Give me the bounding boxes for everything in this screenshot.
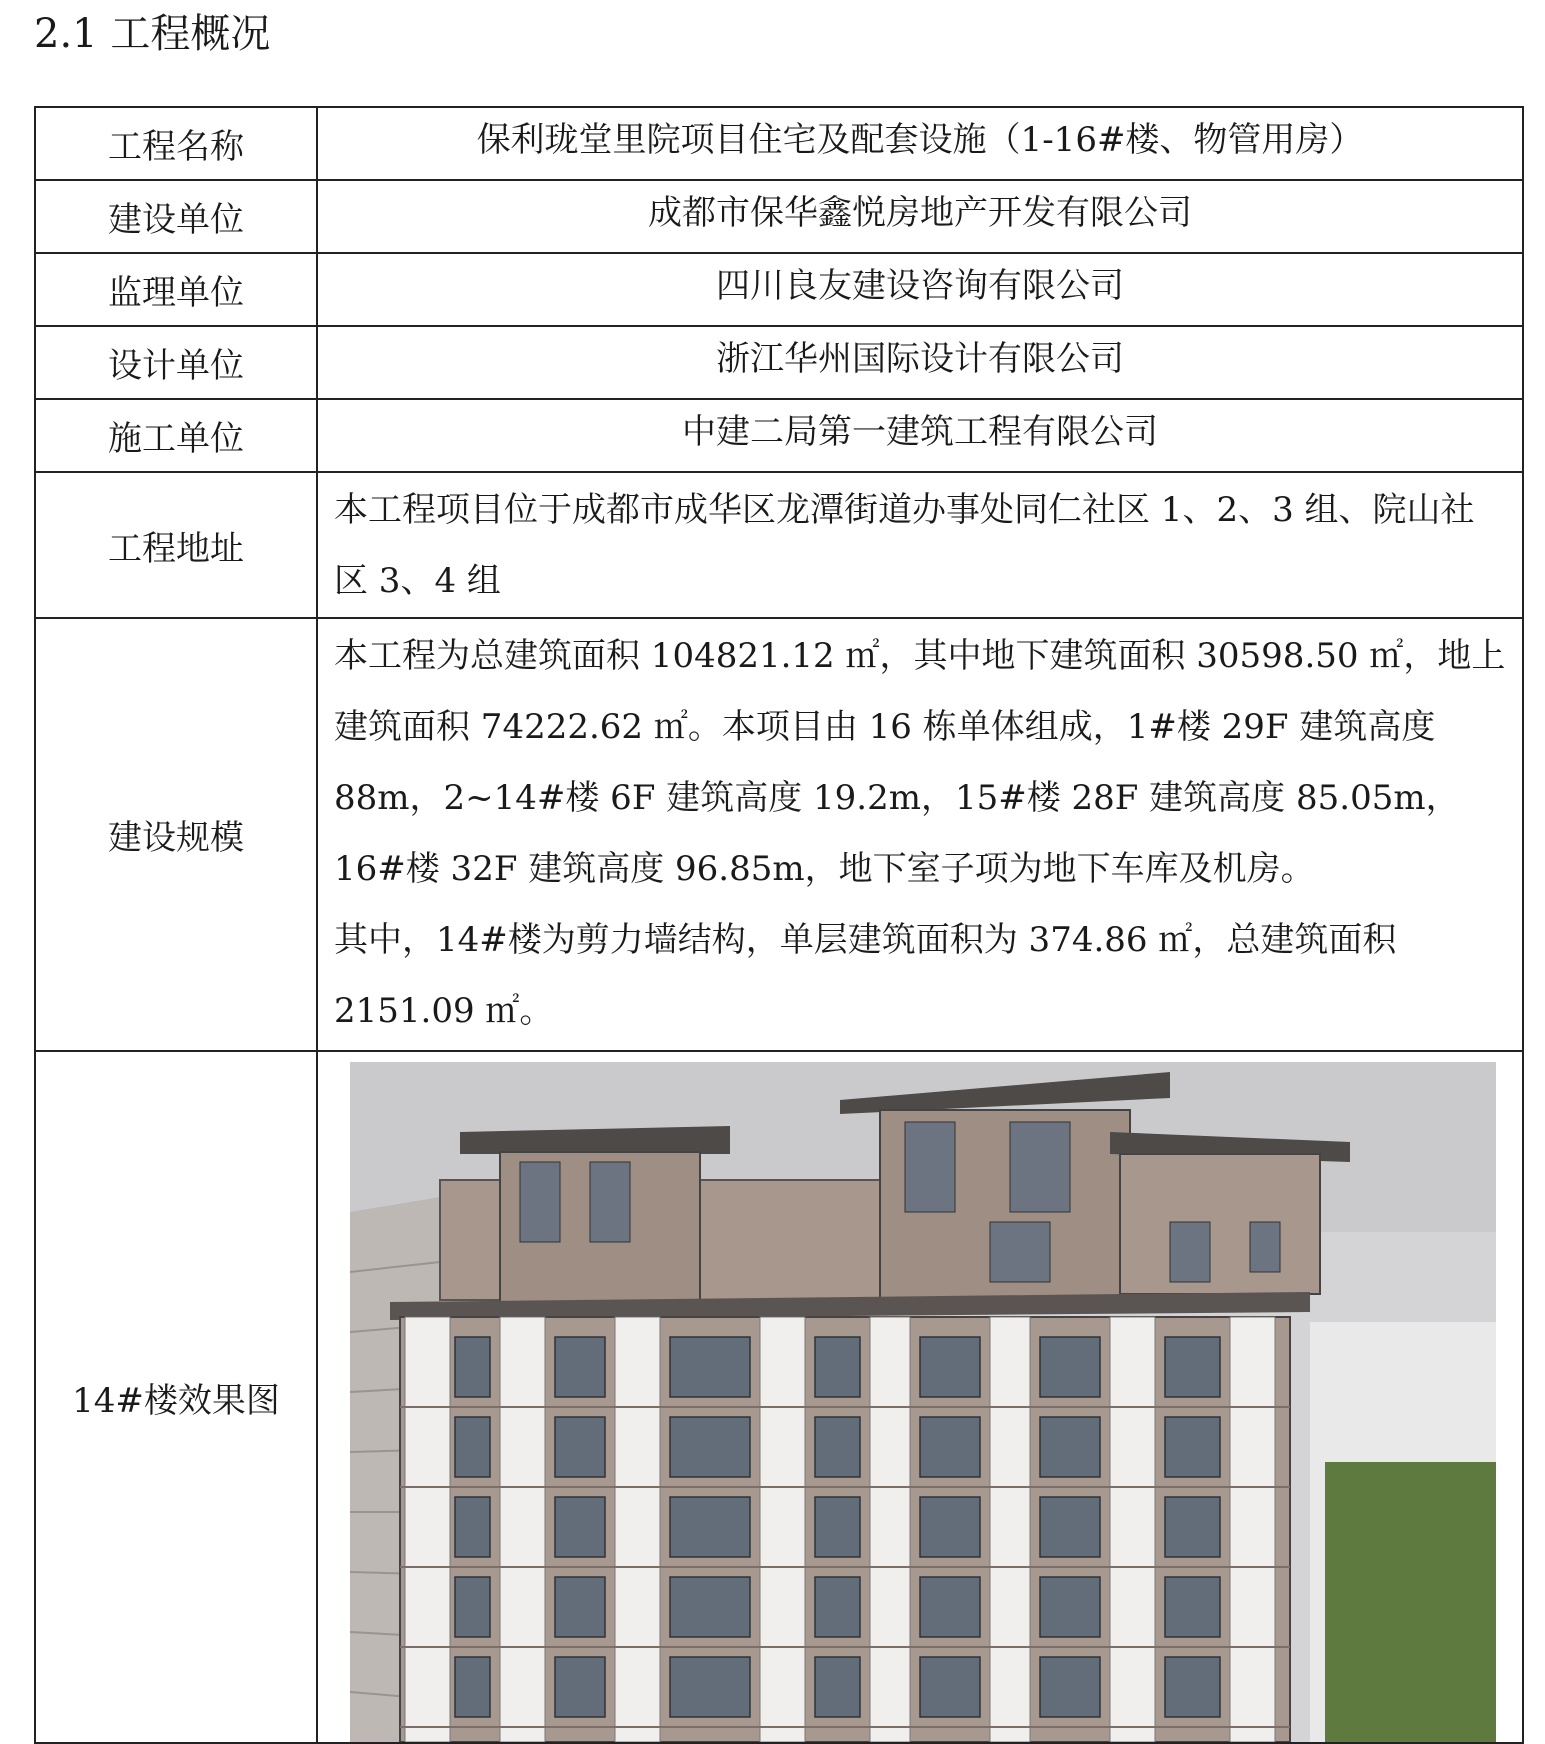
table-row <box>35 472 1523 618</box>
row-label-developer: 建设单位 <box>35 180 317 253</box>
row-value-scale <box>317 618 1523 1051</box>
row-label-scale: 建设规模 <box>35 618 317 1051</box>
row-value-rendering <box>317 1051 1523 1743</box>
table-row <box>35 618 1523 1051</box>
row-label-address: 工程地址 <box>35 472 317 618</box>
row-value-supervisor: 四川良友建设咨询有限公司 <box>317 253 1523 326</box>
row-label-supervisor: 监理单位 <box>35 253 317 326</box>
scale-paragraph-1: 本工程为总建筑面积 104821.12 ㎡，其中地下建筑面积 30598.50 ㎡，地上建筑面积 74222.62 ㎡。本项目由 16 栋单体组成，1#楼 29F 建筑高度 88m，2~14#楼 6F 建筑高度 19.2m，15#楼 28F 建筑高度 85.05m，16#楼 32F 建筑高度 96.85m，地下室子项为地下车库及机房。 <box>334 636 1506 889</box>
building-rendering-image <box>350 1062 1496 1742</box>
row-label-rendering: 14#楼效果图 <box>35 1051 317 1743</box>
row-value-developer: 成都市保华鑫悦房地产开发有限公司 <box>317 180 1523 253</box>
table-row <box>35 326 1523 399</box>
row-value-designer: 浙江华州国际设计有限公司 <box>317 326 1523 399</box>
project-overview-table <box>34 106 1524 1744</box>
table-row <box>35 1051 1523 1743</box>
row-value-address: 本工程项目位于成都市成华区龙潭街道办事处同仁社区 1、2、3 组、院山社区 3、4 组 <box>317 472 1523 618</box>
table-row <box>35 107 1523 180</box>
row-label-project-name: 工程名称 <box>35 107 317 180</box>
scale-paragraph-2: 其中，14#楼为剪力墙结构，单层建筑面积为 374.86 ㎡，总建筑面积 2151.09 ㎡。 <box>334 920 1397 1031</box>
row-label-designer: 设计单位 <box>35 326 317 399</box>
row-value-project-name: 保利珑堂里院项目住宅及配套设施（1-16#楼、物管用房） <box>317 107 1523 180</box>
table-row <box>35 253 1523 326</box>
row-value-contractor: 中建二局第一建筑工程有限公司 <box>317 399 1523 472</box>
section-title: 2.1 工程概况 <box>34 11 271 57</box>
table-row <box>35 180 1523 253</box>
row-label-contractor: 施工单位 <box>35 399 317 472</box>
table-row <box>35 399 1523 472</box>
